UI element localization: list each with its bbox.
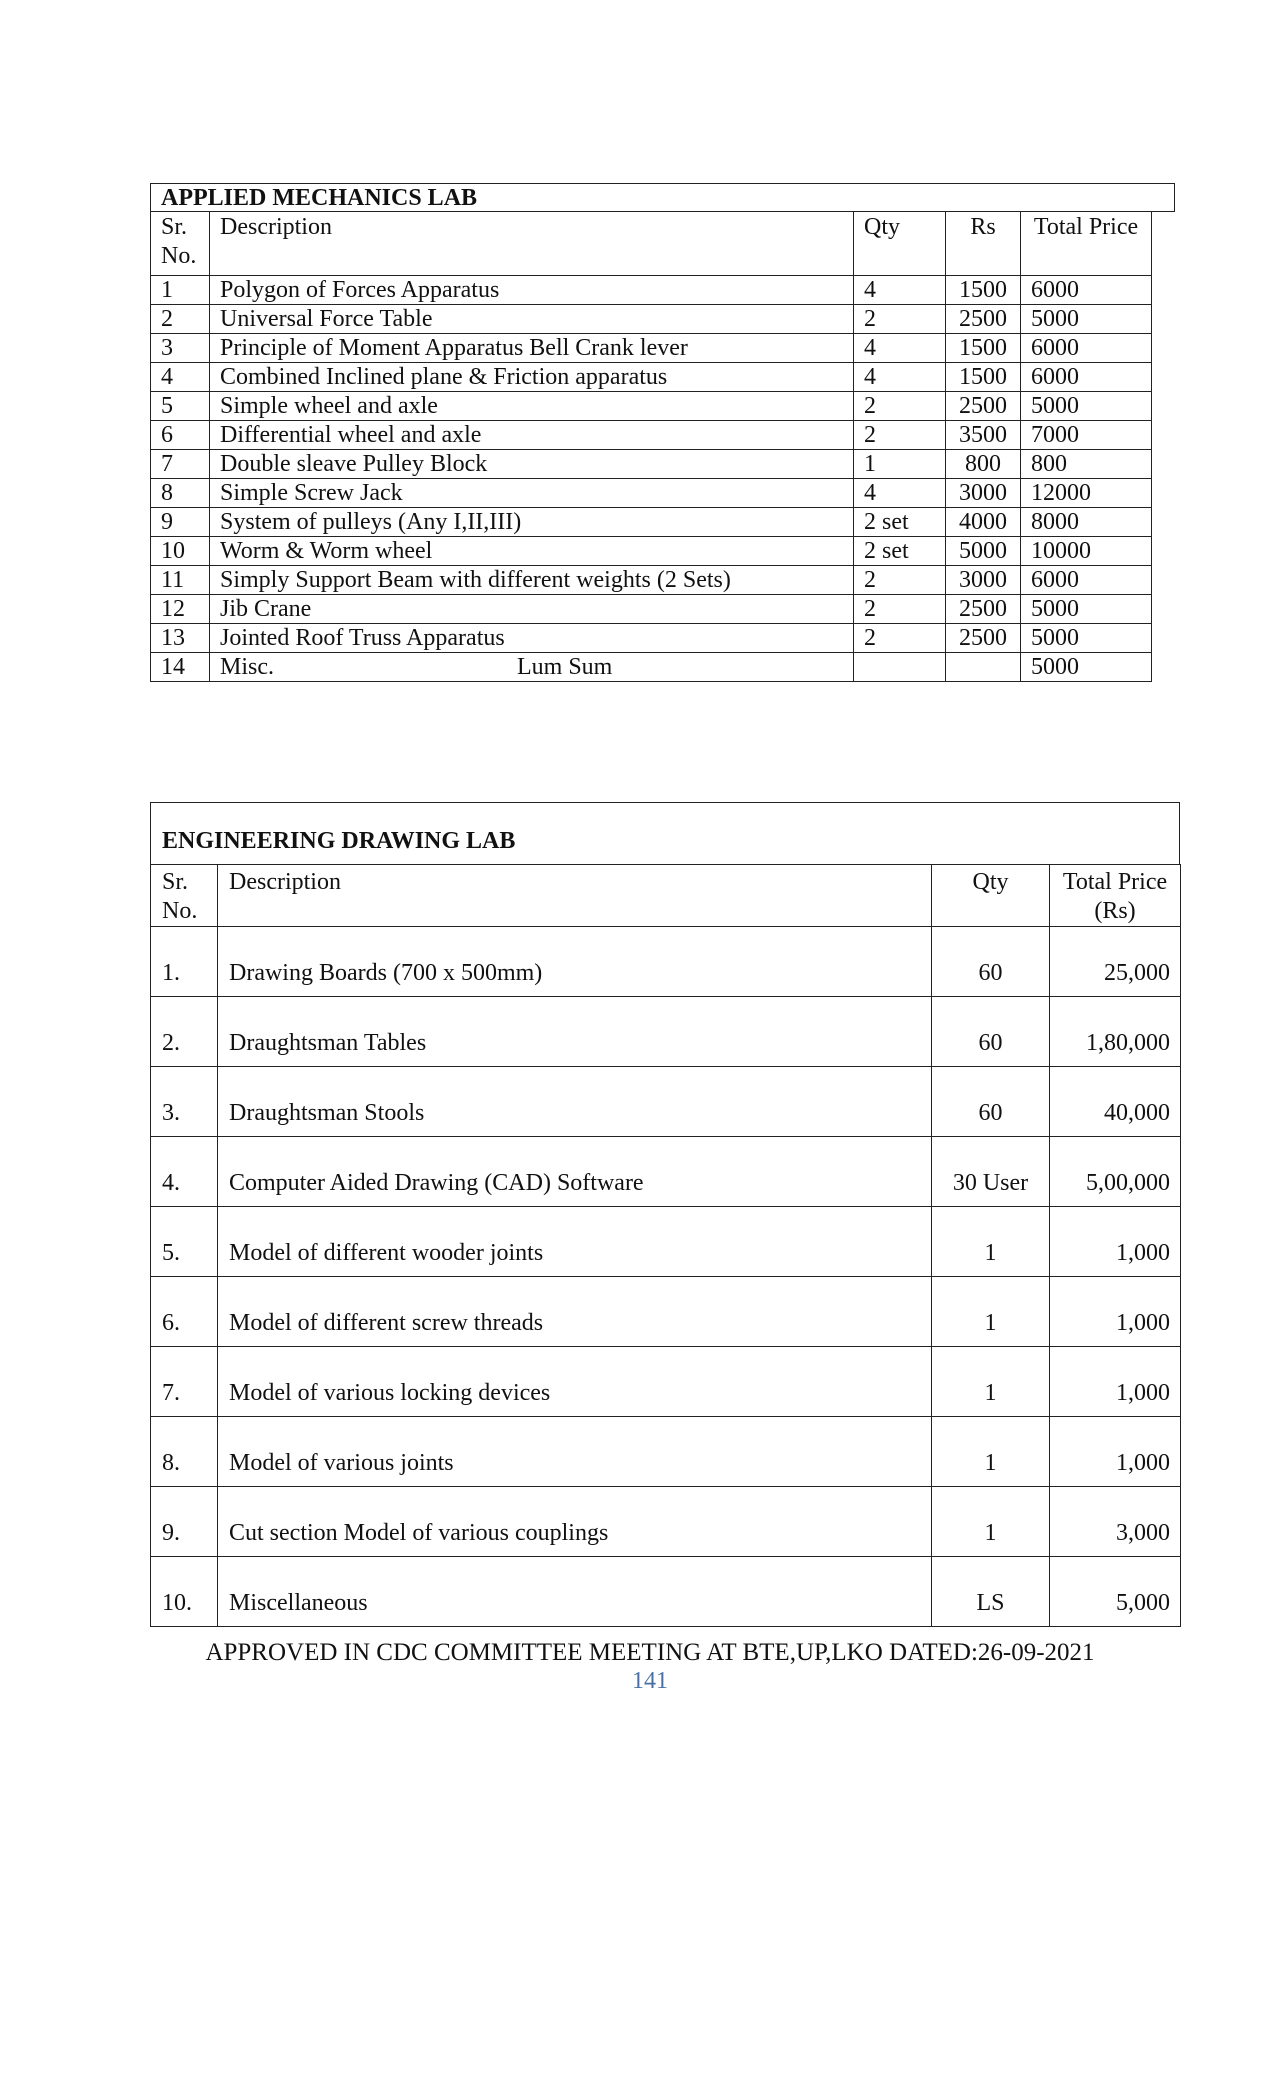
cell-total: 5000 [1021, 653, 1152, 682]
cell-total: 5000 [1021, 392, 1152, 421]
table-header-row [151, 865, 1181, 927]
cell-qty: 4 [854, 363, 946, 392]
cell-desc: Simple Screw Jack [210, 479, 854, 508]
cell-total: 8000 [1021, 508, 1152, 537]
cell-rs: 2500 [946, 392, 1021, 421]
applied-mechanics-table [150, 211, 1152, 682]
cell-total: 6000 [1021, 334, 1152, 363]
table-row [151, 1417, 1181, 1487]
cell-total: 10000 [1021, 537, 1152, 566]
cell-sr: 5. [151, 1207, 218, 1277]
cell-sr: 3 [151, 334, 210, 363]
cell-total: 5,000 [1050, 1557, 1181, 1627]
cell-qty: 4 [854, 479, 946, 508]
cell-qty: 1 [932, 1487, 1050, 1557]
cell-sr: 4. [151, 1137, 218, 1207]
table-row [151, 508, 1152, 537]
header-sr-no: Sr. No. [151, 212, 210, 276]
cell-sr: 3. [151, 1067, 218, 1137]
lump-sum-label: Lum Sum [517, 654, 613, 680]
cell-qty: 2 [854, 566, 946, 595]
cell-total: 3,000 [1050, 1487, 1181, 1557]
cell-desc: Combined Inclined plane & Friction apparatus [210, 363, 854, 392]
cell-rs: 2500 [946, 305, 1021, 334]
table-row [151, 624, 1152, 653]
header-description: Description [210, 212, 854, 276]
cell-total: 7000 [1021, 421, 1152, 450]
cell-qty: 1 [932, 1277, 1050, 1347]
cell-desc: Draughtsman Tables [218, 997, 932, 1067]
table-row [151, 421, 1152, 450]
table-row [151, 450, 1152, 479]
table-row [151, 392, 1152, 421]
cell-qty: 2 [854, 392, 946, 421]
cell-sr: 10 [151, 537, 210, 566]
cell-rs: 1500 [946, 334, 1021, 363]
cell-sr: 11 [151, 566, 210, 595]
cell-qty: LS [932, 1557, 1050, 1627]
header-qty: Qty [854, 212, 946, 276]
cell-sr: 7 [151, 450, 210, 479]
header-description: Description [218, 865, 932, 927]
table-row [151, 927, 1181, 997]
cell-rs: 3000 [946, 479, 1021, 508]
table-row [151, 276, 1152, 305]
cell-desc: Miscellaneous [218, 1557, 932, 1627]
table-row [151, 566, 1152, 595]
cell-sr: 10. [151, 1557, 218, 1627]
cell-total: 6000 [1021, 566, 1152, 595]
cell-total: 12000 [1021, 479, 1152, 508]
cell-total: 6000 [1021, 363, 1152, 392]
cell-sr: 4 [151, 363, 210, 392]
table-row [151, 479, 1152, 508]
cell-qty: 60 [932, 1067, 1050, 1137]
cell-desc: Polygon of Forces Apparatus [210, 276, 854, 305]
table-row [151, 1487, 1181, 1557]
cell-qty: 4 [854, 334, 946, 363]
cell-rs: 1500 [946, 276, 1021, 305]
table-row-misc [151, 653, 1152, 682]
table-row [151, 1207, 1181, 1277]
cell-sr: 8. [151, 1417, 218, 1487]
header-total-price: Total Price (Rs) [1050, 865, 1181, 927]
cell-qty: 1 [932, 1207, 1050, 1277]
cell-qty: 60 [932, 927, 1050, 997]
cell-total: 1,000 [1050, 1347, 1181, 1417]
engineering-drawing-section [150, 802, 1180, 1627]
cell-desc: Double sleave Pulley Block [210, 450, 854, 479]
cell-desc: Jib Crane [210, 595, 854, 624]
cell-qty: 1 [932, 1417, 1050, 1487]
cell-rs: 5000 [946, 537, 1021, 566]
cell-desc: Computer Aided Drawing (CAD) Software [218, 1137, 932, 1207]
cell-rs: 2500 [946, 624, 1021, 653]
cell-qty [854, 653, 946, 682]
table-header-row [151, 212, 1152, 276]
cell-total: 40,000 [1050, 1067, 1181, 1137]
table-row [151, 595, 1152, 624]
cell-rs: 4000 [946, 508, 1021, 537]
cell-desc: Simply Support Beam with different weights (2 Sets) [210, 566, 854, 595]
cell-desc: Model of different wooder joints [218, 1207, 932, 1277]
table-row [151, 997, 1181, 1067]
cell-qty: 2 set [854, 537, 946, 566]
cell-desc: Jointed Roof Truss Apparatus [210, 624, 854, 653]
cell-total: 1,000 [1050, 1207, 1181, 1277]
cell-total: 5,00,000 [1050, 1137, 1181, 1207]
cell-desc [210, 653, 854, 682]
cell-desc: System of pulleys (Any I,II,III) [210, 508, 854, 537]
cell-qty: 1 [854, 450, 946, 479]
cell-sr: 8 [151, 479, 210, 508]
cell-qty: 1 [932, 1347, 1050, 1417]
cell-qty: 2 set [854, 508, 946, 537]
cell-sr: 6 [151, 421, 210, 450]
approval-footer: APPROVED IN CDC COMMITTEE MEETING AT BTE,UP,LKO DATED:26-09-2021 [205, 1639, 1095, 1666]
cell-qty: 30 User [932, 1137, 1050, 1207]
engineering-drawing-title: ENGINEERING DRAWING LAB [150, 802, 1180, 864]
cell-total: 5000 [1021, 624, 1152, 653]
cell-desc: Cut section Model of various couplings [218, 1487, 932, 1557]
cell-sr: 13 [151, 624, 210, 653]
cell-desc: Drawing Boards (700 x 500mm) [218, 927, 932, 997]
table-row [151, 537, 1152, 566]
cell-desc: Draughtsman Stools [218, 1067, 932, 1137]
cell-rs: 3500 [946, 421, 1021, 450]
cell-qty: 60 [932, 997, 1050, 1067]
cell-rs: 2500 [946, 595, 1021, 624]
header-sr-no: Sr. No. [151, 865, 218, 927]
misc-label: Misc. [220, 654, 274, 680]
cell-qty: 2 [854, 624, 946, 653]
cell-desc: Principle of Moment Apparatus Bell Crank lever [210, 334, 854, 363]
cell-rs: 3000 [946, 566, 1021, 595]
cell-desc: Universal Force Table [210, 305, 854, 334]
cell-sr: 1 [151, 276, 210, 305]
cell-qty: 4 [854, 276, 946, 305]
cell-sr: 12 [151, 595, 210, 624]
header-qty: Qty [932, 865, 1050, 927]
cell-desc: Differential wheel and axle [210, 421, 854, 450]
cell-sr: 9 [151, 508, 210, 537]
cell-rs: 1500 [946, 363, 1021, 392]
table-row [151, 305, 1152, 334]
cell-sr: 14 [151, 653, 210, 682]
cell-total: 800 [1021, 450, 1152, 479]
cell-total: 6000 [1021, 276, 1152, 305]
table-row [151, 1347, 1181, 1417]
table-row [151, 363, 1152, 392]
cell-rs [946, 653, 1021, 682]
cell-total: 5000 [1021, 595, 1152, 624]
cell-sr: 1. [151, 927, 218, 997]
cell-qty: 2 [854, 305, 946, 334]
table-row [151, 1277, 1181, 1347]
cell-rs: 800 [946, 450, 1021, 479]
cell-total: 1,000 [1050, 1277, 1181, 1347]
cell-total: 5000 [1021, 305, 1152, 334]
cell-sr: 9. [151, 1487, 218, 1557]
cell-desc: Simple wheel and axle [210, 392, 854, 421]
page-number: 141 [632, 1668, 668, 1694]
header-rs: Rs [946, 212, 1021, 276]
cell-qty: 2 [854, 595, 946, 624]
cell-sr: 6. [151, 1277, 218, 1347]
cell-total: 1,80,000 [1050, 997, 1181, 1067]
cell-sr: 5 [151, 392, 210, 421]
cell-sr: 2 [151, 305, 210, 334]
table-row [151, 1557, 1181, 1627]
cell-total: 1,000 [1050, 1417, 1181, 1487]
cell-desc: Model of various locking devices [218, 1347, 932, 1417]
engineering-drawing-table [150, 864, 1181, 1627]
applied-mechanics-title: APPLIED MECHANICS LAB [150, 183, 1175, 212]
header-total-price: Total Price [1021, 212, 1152, 276]
cell-desc: Worm & Worm wheel [210, 537, 854, 566]
cell-sr: 2. [151, 997, 218, 1067]
table-row [151, 334, 1152, 363]
cell-desc: Model of various joints [218, 1417, 932, 1487]
cell-desc: Model of different screw threads [218, 1277, 932, 1347]
cell-total: 25,000 [1050, 927, 1181, 997]
table-row [151, 1067, 1181, 1137]
table-row [151, 1137, 1181, 1207]
cell-sr: 7. [151, 1347, 218, 1417]
cell-qty: 2 [854, 421, 946, 450]
